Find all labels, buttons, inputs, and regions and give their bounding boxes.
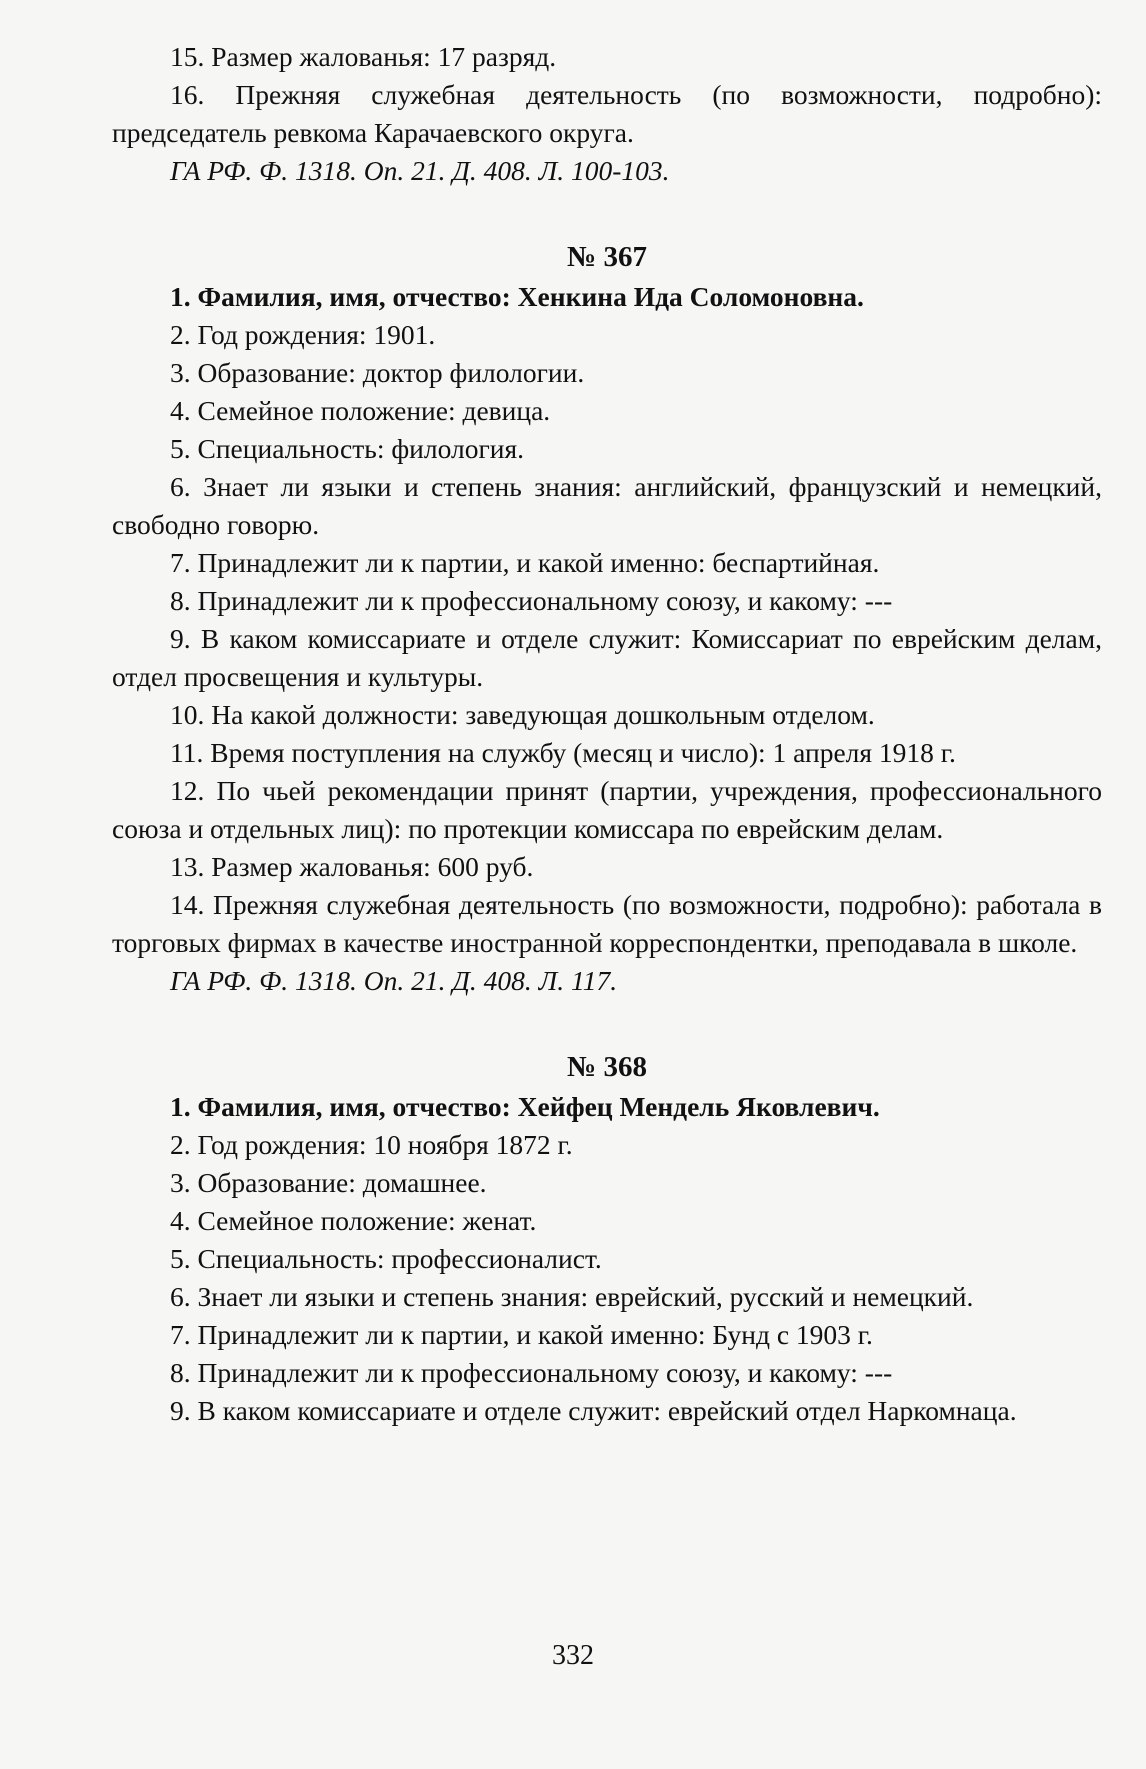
prev-item-16: 16. Прежняя служебная деятельность (по возможности, подробно): председатель ревкома Карачаевского округа. xyxy=(112,79,1102,148)
record-field: 2. Год рождения: 1901. xyxy=(170,319,436,350)
record-field: 13. Размер жалованья: 600 руб. xyxy=(170,851,534,882)
page-text xyxy=(112,38,1102,1430)
record-field: 1. Фамилия, имя, отчество: Хенкина Ида Соломоновна. xyxy=(170,281,864,312)
record-number: № 368 xyxy=(567,1051,647,1083)
record-field: 11. Время поступления на службу (месяц и число): 1 апреля 1918 г. xyxy=(170,737,956,768)
record-field: 8. Принадлежит ли к профессиональному союзу, и какому: --- xyxy=(170,585,893,616)
record-field: 6. Знает ли языки и степень знания: английский, французский и немецкий, свободно говорю. xyxy=(112,471,1102,540)
record-field: 3. Образование: домашнее. xyxy=(170,1167,487,1198)
record-field: 5. Специальность: филология. xyxy=(170,433,524,464)
record-field: 9. В каком комиссариате и отделе служит: Комиссариат по еврейским делам, отдел просвещения и культуры. xyxy=(112,623,1102,692)
record-field: 6. Знает ли языки и степень знания: еврейский, русский и немецкий. xyxy=(170,1281,974,1312)
record-field: 1. Фамилия, имя, отчество: Хейфец Мендель Яковлевич. xyxy=(170,1091,880,1122)
record-field: 5. Специальность: профессионалист. xyxy=(170,1243,602,1274)
record-field: 3. Образование: доктор филологии. xyxy=(170,357,585,388)
record-field: 4. Семейное положение: девица. xyxy=(170,395,551,426)
record-number: № 367 xyxy=(567,241,647,273)
record-field: 4. Семейное положение: женат. xyxy=(170,1205,537,1236)
record-field: 2. Год рождения: 10 ноября 1872 г. xyxy=(170,1129,573,1160)
record-field: 14. Прежняя служебная деятельность (по возможности, подробно): работала в торговых фирмах в качестве иностранной корреспондентки, преподавала в школе. xyxy=(112,889,1102,958)
page-number: 332 xyxy=(552,1640,594,1671)
archive-source: ГА РФ. Ф. 1318. Оп. 21. Д. 408. Л. 100-103. xyxy=(170,155,670,186)
record-field: 10. На какой должности: заведующая дошкольным отделом. xyxy=(170,699,875,730)
record-field: 7. Принадлежит ли к партии, и какой именно: Бунд с 1903 г. xyxy=(170,1319,873,1350)
record-field: 8. Принадлежит ли к профессиональному союзу, и какому: --- xyxy=(170,1357,893,1388)
prev-item-15: 15. Размер жалованья: 17 разряд. xyxy=(170,41,557,72)
record-field: 12. По чьей рекомендации принят (партии, учреждения, профессионального союза и отдельных лиц): по протекции комиссара по еврейским делам. xyxy=(112,775,1102,844)
record-field: 9. В каком комиссариате и отделе служит: еврейский отдел Наркомнаца. xyxy=(170,1395,1017,1426)
archive-source: ГА РФ. Ф. 1318. Оп. 21. Д. 408. Л. 117. xyxy=(170,965,618,996)
record-field: 7. Принадлежит ли к партии, и какой именно: беспартийная. xyxy=(170,547,880,578)
